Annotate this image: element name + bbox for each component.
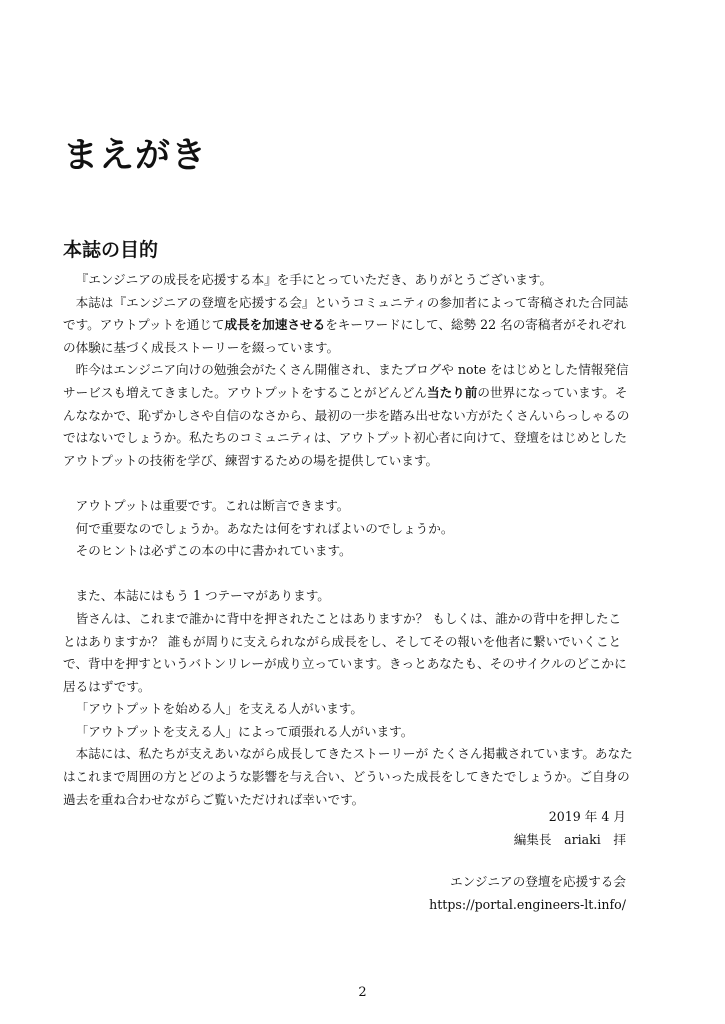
- page-title: まえがき: [63, 136, 208, 176]
- paragraph-supported: 「アウトプットを支える人」によって頑張れる人がいます。: [75, 723, 414, 739]
- emphasis-text: 当たり前: [426, 384, 478, 400]
- section-heading: 本誌の目的: [63, 239, 159, 261]
- paragraph-baton-relay: 皆さんは、これまで誰かに背中を押されたことはありますか？ もしくは、誰かの背中を押したことはありますか？ 誰もが周りに支えられながら成長をし、そしてその報いを他者に繋いでいくことで、背中を押すというバトンリレーが成り立っています。きっとあなたも、そのサイクルのどこかに居るはずです。: [63, 610, 627, 694]
- paragraph-hint: そのヒントは必ずこの本の中に書かれています。: [75, 543, 352, 559]
- page-number: 2: [358, 985, 367, 1000]
- spacer: [63, 472, 633, 495]
- signature-block: [514, 806, 626, 851]
- paragraph-supporters: 「アウトプットを始める人」を支える人がいます。: [75, 701, 363, 717]
- organization-url: https://portal.engineers-lt.info/: [429, 896, 626, 912]
- paragraph-greeting: 『エンジニアの成長を応援する本』を手にとっていただき、ありがとうございます。: [75, 272, 553, 287]
- signature-date: 2019 年 4 月: [548, 809, 626, 824]
- paragraph-purpose: 本誌は『エンジニアの登壇を応援する会』というコミュニティの参加者によって寄稿された合同誌です。アウトプットを通じて成長を加速させるをキーワードにして、総勢 22 名の寄稿者がそれぞれの体験に基づく成長ストーリーを綴っています。: [63, 294, 629, 355]
- paragraph-why-important: 何で重要なのでしょうか。あなたは何をすればよいのでしょうか。: [75, 520, 454, 536]
- paragraph-background: 昨今はエンジニア向けの勉強会がたくさん開催され、またブログや note をはじめとした情報発信サービスも増えてきました。アウトプットをすることがどんどん当たり前の世界になっています。そんななかで、恥ずかしさや自信のなさから、最初の一歩を踏み出せない方がたくさんいらっしゃるのではないでしょうか。私たちのコミュニティは、アウトプット初心者に向けて、登壇をはじめとしたアウトプットの技術を学び、練習するための場を提供しています。: [63, 362, 630, 468]
- paragraph-output-important: アウトプットは重要です。これは断言できます。: [75, 497, 350, 513]
- paragraph-closing: 本誌には、私たちが支えあいながら成長してきたストーリーが たくさん掲載されています。あなたはこれまで周囲の方とどのような影響を与え合い、どういった成長をしてきたでしょうか。ご自身の過去を重ね合わせながらご覧いただければ幸いです。: [63, 746, 633, 807]
- emphasis-text: 成長を加速させる: [224, 317, 326, 333]
- signature-author: 編集長 ariaki 拝: [513, 831, 626, 847]
- spacer: [63, 563, 633, 586]
- paragraph-another-theme: また、本誌にはもう 1 つテーマがあります。: [75, 588, 330, 604]
- body-text: [63, 269, 633, 811]
- organization-name: エンジニアの登壇を応援する会: [450, 874, 626, 889]
- organization-block: [429, 871, 626, 916]
